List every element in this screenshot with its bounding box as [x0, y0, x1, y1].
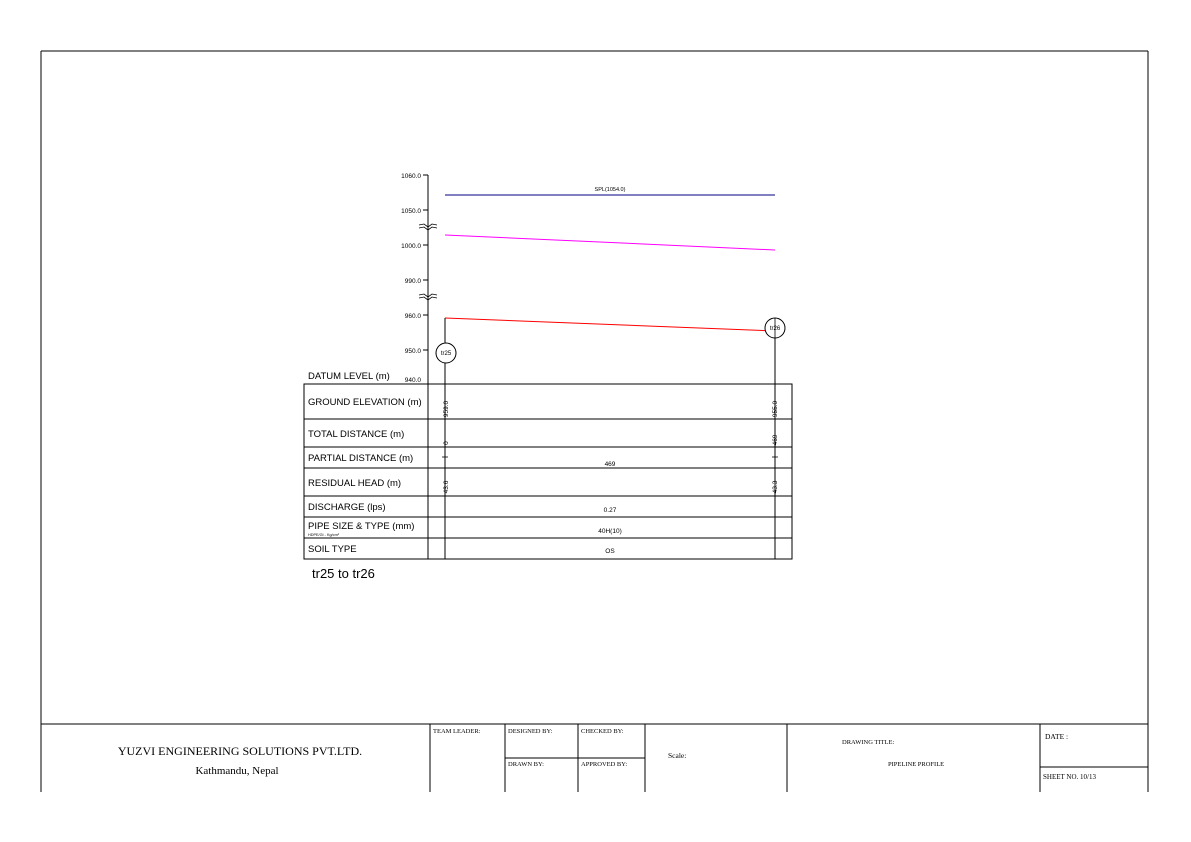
tick-label: 990.0 [404, 278, 421, 285]
tick-label: 940.0 [404, 377, 421, 384]
spl-label: SPL(1054.0) [594, 187, 626, 193]
designed-by-label: DESIGNED BY: [508, 728, 553, 735]
sheet-number: SHEET NO. 10/13 [1043, 773, 1096, 781]
row-label-total-distance: TOTAL DISTANCE (m) [308, 429, 405, 440]
node-marker-tr25 [436, 343, 456, 363]
ground-elevation-value-tr25: 959.0 [443, 400, 450, 418]
hydraulic-grade-line [445, 235, 775, 250]
date-label: DATE : [1045, 732, 1069, 741]
company-name: YUZVI ENGINEERING SOLUTIONS PVT.LTD. [117, 744, 363, 758]
node-marker-tr26 [765, 318, 785, 338]
row-label-partial-distance: PARTIAL DISTANCE (m) [308, 453, 414, 464]
total-distance-value-tr25: 0 [443, 441, 450, 445]
total-distance-value-tr26: 469 [772, 434, 779, 446]
tick-label: 950.0 [404, 348, 421, 355]
approved-by-label: APPROVED BY: [581, 761, 628, 768]
scale-label: Scale: [668, 751, 687, 760]
tick-label: 1060.0 [401, 173, 421, 180]
elevation-axis [401, 173, 437, 384]
ground-profile-line [445, 318, 775, 331]
node-label: tr26 [769, 326, 781, 332]
discharge-value: 0.27 [603, 507, 617, 514]
row-label-ground-elevation: GROUND ELEVATION (m) [308, 397, 422, 408]
row-label-discharge: DISCHARGE (lps) [308, 502, 386, 513]
drawn-by-label: DRAWN BY: [508, 761, 544, 768]
tick-label: 960.0 [404, 313, 421, 320]
ground-elevation-value-tr26: 955.0 [772, 400, 779, 418]
tick-label: 1050.0 [401, 208, 421, 215]
row-label-pipe-size: PIPE SIZE & TYPE (mm) [308, 521, 415, 532]
datum-level-label: DATUM LEVEL (m) [308, 371, 390, 382]
row-sublabel-pipe-material: HDPE/GI - Kg/cm² [308, 533, 340, 537]
soil-type-value: OS [605, 548, 615, 555]
drawing-title-label: DRAWING TITLE: [842, 739, 895, 746]
drawing-title: PIPELINE PROFILE [888, 761, 945, 768]
company-location: Kathmandu, Nepal [195, 765, 279, 777]
profile-caption: tr25 to tr26 [312, 566, 375, 581]
axis-ticks [423, 175, 428, 350]
row-label-residual-head: RESIDUAL HEAD (m) [308, 478, 402, 489]
pipe-size-value: 40H(10) [598, 528, 622, 535]
team-leader-label: TEAM LEADER: [433, 728, 481, 735]
checked-by-label: CHECKED BY: [581, 728, 624, 735]
partial-distance-value: 469 [604, 461, 616, 468]
row-label-soil-type: SOIL TYPE [308, 544, 357, 555]
residual-head-value-tr26: 43.3 [772, 480, 779, 494]
node-label: tr25 [440, 351, 452, 357]
profile-data-table [304, 384, 792, 559]
residual-head-value-tr25: 43.6 [443, 480, 450, 494]
tick-label: 1000.0 [401, 243, 421, 250]
